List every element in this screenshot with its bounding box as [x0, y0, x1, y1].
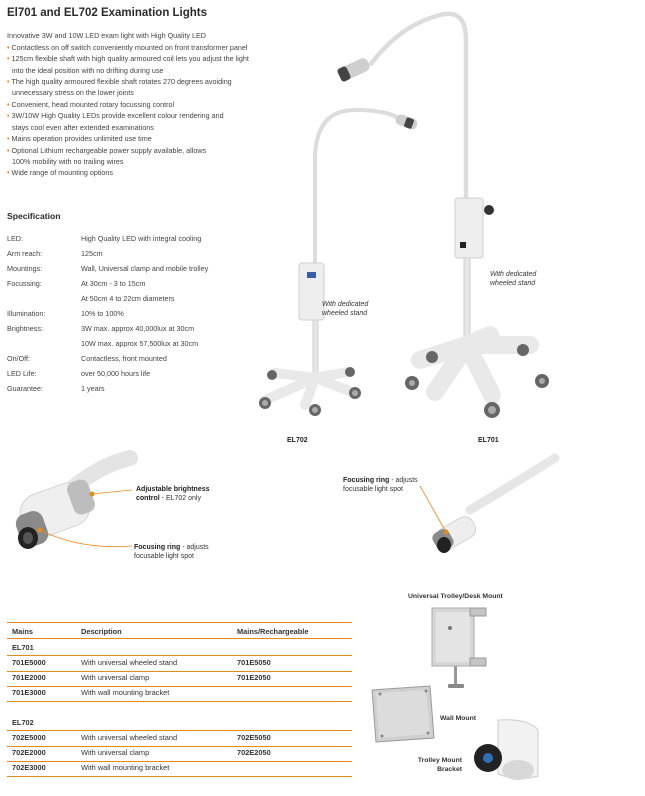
table-cell-description: With wall mounting bracket — [81, 688, 170, 697]
table-rule — [7, 701, 352, 702]
trolley-desk-mount-label: Universal Trolley/Desk Mount — [408, 593, 503, 600]
bullet-dot: • — [7, 168, 10, 178]
el701-transformer-box — [455, 198, 483, 258]
spec-title: Specification — [7, 211, 61, 221]
table-rule — [7, 655, 352, 656]
bullet-dot: • — [7, 54, 10, 64]
table-cell-description: With universal clamp — [81, 748, 150, 757]
spec-value: 3W max. approx 40,000lux at 30cm — [81, 324, 195, 333]
feature-line: • The high quality armoured flexible shaft rotates 270 degrees avoiding — [7, 77, 232, 87]
trolley-bracket-label: Trolley Mount Bracket — [417, 757, 462, 773]
col-header-mains: Mains — [12, 627, 33, 636]
spec-value: 1 years — [81, 384, 105, 393]
spec-label: Brightness: — [7, 324, 43, 333]
table-rule — [7, 671, 352, 672]
el701-lamp-head — [337, 56, 372, 82]
feature-line: • 125cm flexible shaft with high quality armoured coil lets you adjust the light — [7, 54, 249, 64]
table-cell-mains: 701E2000 — [12, 673, 46, 682]
page-title: El701 and EL702 Examination Lights — [7, 7, 208, 19]
spec-label: Illumination: — [7, 309, 46, 318]
bullet-dot: • — [7, 145, 10, 155]
feature-line: • Mains operation provides unlimited use time — [7, 134, 152, 144]
bullet-dot: • — [7, 111, 10, 121]
spec-label: Focussing: — [7, 279, 42, 288]
feature-line: • Wide range of mounting options — [7, 168, 114, 178]
table-cell-mains: 701E5000 — [12, 658, 46, 667]
table-cell-description: With wall mounting bracket — [81, 763, 170, 772]
intro-text: Innovative 3W and 10W LED exam light with High Quality LED — [7, 31, 206, 40]
table-rule — [7, 730, 352, 731]
table-cell-description: With universal wheeled stand — [81, 658, 178, 667]
table-cell-mains: 701E3000 — [12, 688, 46, 697]
spec-value: At 50cm 4 to 22cm diameters — [81, 294, 175, 303]
spec-value: High Quality LED with integral cooling — [81, 234, 202, 243]
spec-value: Contactless, front mounted — [81, 354, 167, 363]
feature-line-continued: unnecessary stress on the lower joints — [12, 88, 134, 98]
el701-label: EL701 — [478, 437, 499, 444]
table-cell-description: With universal wheeled stand — [81, 733, 178, 742]
table-rule — [7, 686, 352, 687]
el701-head-closeup — [340, 450, 570, 570]
wall-mount-label: Wall Mount — [440, 715, 476, 722]
el702-transformer-box — [299, 263, 324, 320]
feature-line-continued: stays cool even after extended examinations — [12, 122, 154, 132]
el701-base — [405, 335, 549, 418]
col-header-description: Description — [81, 627, 122, 636]
table-cell-mains: 702E5000 — [12, 733, 46, 742]
product-photos — [240, 0, 645, 455]
bullet-dot: • — [7, 134, 10, 144]
table-cell-description: With universal clamp — [81, 673, 150, 682]
bullet-dot: • — [7, 100, 10, 109]
table-cell-rechargeable: 702E2050 — [237, 748, 271, 757]
el702-gooseneck — [315, 110, 400, 285]
feature-line: • Optional Lithium rechargeable power supply available, allows — [7, 145, 207, 155]
spec-label: LED: — [7, 234, 23, 243]
el702-caption: With dedicated wheeled stand — [322, 301, 369, 317]
table-rule — [7, 746, 352, 747]
el702-label: EL702 — [287, 437, 308, 444]
table-group-header: EL701 — [12, 643, 34, 652]
el702-base — [259, 367, 361, 416]
spec-label: On/Off: — [7, 354, 31, 363]
spec-value: 10% to 100% — [81, 309, 124, 318]
el701-knob — [484, 205, 494, 215]
el701-pole — [464, 258, 470, 343]
feature-line-continued: 100% mobility with no trailing wires — [12, 156, 124, 166]
table-group-header: EL702 — [12, 718, 34, 727]
bullet-dot: • — [7, 43, 10, 52]
spec-value: At 30cm - 3 to 15cm — [81, 279, 146, 288]
table-top-rule — [7, 622, 352, 623]
focus-ring-callout-left: Focusing ring - adjusts focusable light spot — [134, 544, 209, 560]
table-cell-mains: 702E3000 — [12, 763, 46, 772]
brightness-callout: Adjustable brightness control - EL702 only — [136, 486, 210, 502]
table-cell-rechargeable: 702E5050 — [237, 733, 271, 742]
feature-line: • Contactless on off switch conveniently mounted on front transformer panel — [7, 43, 248, 52]
table-cell-rechargeable: 701E5050 — [237, 658, 271, 667]
spec-value: 10W max. approx 57,500lux at 30cm — [81, 339, 199, 348]
trolley-desk-mount-image — [420, 600, 500, 695]
table-rule — [7, 638, 352, 639]
spec-value: 125cm — [81, 249, 103, 258]
table-cell-rechargeable: 701E2050 — [237, 673, 271, 682]
feature-line-continued: into the ideal position with no drifting during use — [12, 65, 164, 75]
el701-caption: With dedicated wheeled stand — [490, 271, 537, 287]
wall-mount-image — [368, 682, 438, 744]
spec-value: over 50,000 hours life — [81, 369, 151, 378]
spec-label: Guarantee: — [7, 384, 43, 393]
table-rule — [7, 761, 352, 762]
spec-label: LED Life: — [7, 369, 37, 378]
trolley-bracket-image — [468, 710, 544, 786]
spec-value: Wall, Universal clamp and mobile trolley — [81, 264, 209, 273]
bullet-dot: • — [7, 77, 10, 87]
feature-line: • 3W/10W High Quality LEDs provide excellent colour rendering and — [7, 111, 224, 121]
focus-ring-callout-right: Focusing ring - adjusts focusable light spot — [343, 477, 418, 493]
el701-gooseneck — [370, 14, 466, 200]
spec-label: Arm reach: — [7, 249, 43, 258]
spec-label: Mountings: — [7, 264, 43, 273]
table-rule — [7, 776, 352, 777]
col-header-rechargeable: Mains/Rechargeable — [237, 627, 309, 636]
el702-lamp-head — [394, 113, 418, 131]
el702-pole — [313, 320, 318, 378]
feature-line: • Convenient, head mounted rotary focussing control — [7, 100, 175, 109]
table-cell-mains: 702E2000 — [12, 748, 46, 757]
